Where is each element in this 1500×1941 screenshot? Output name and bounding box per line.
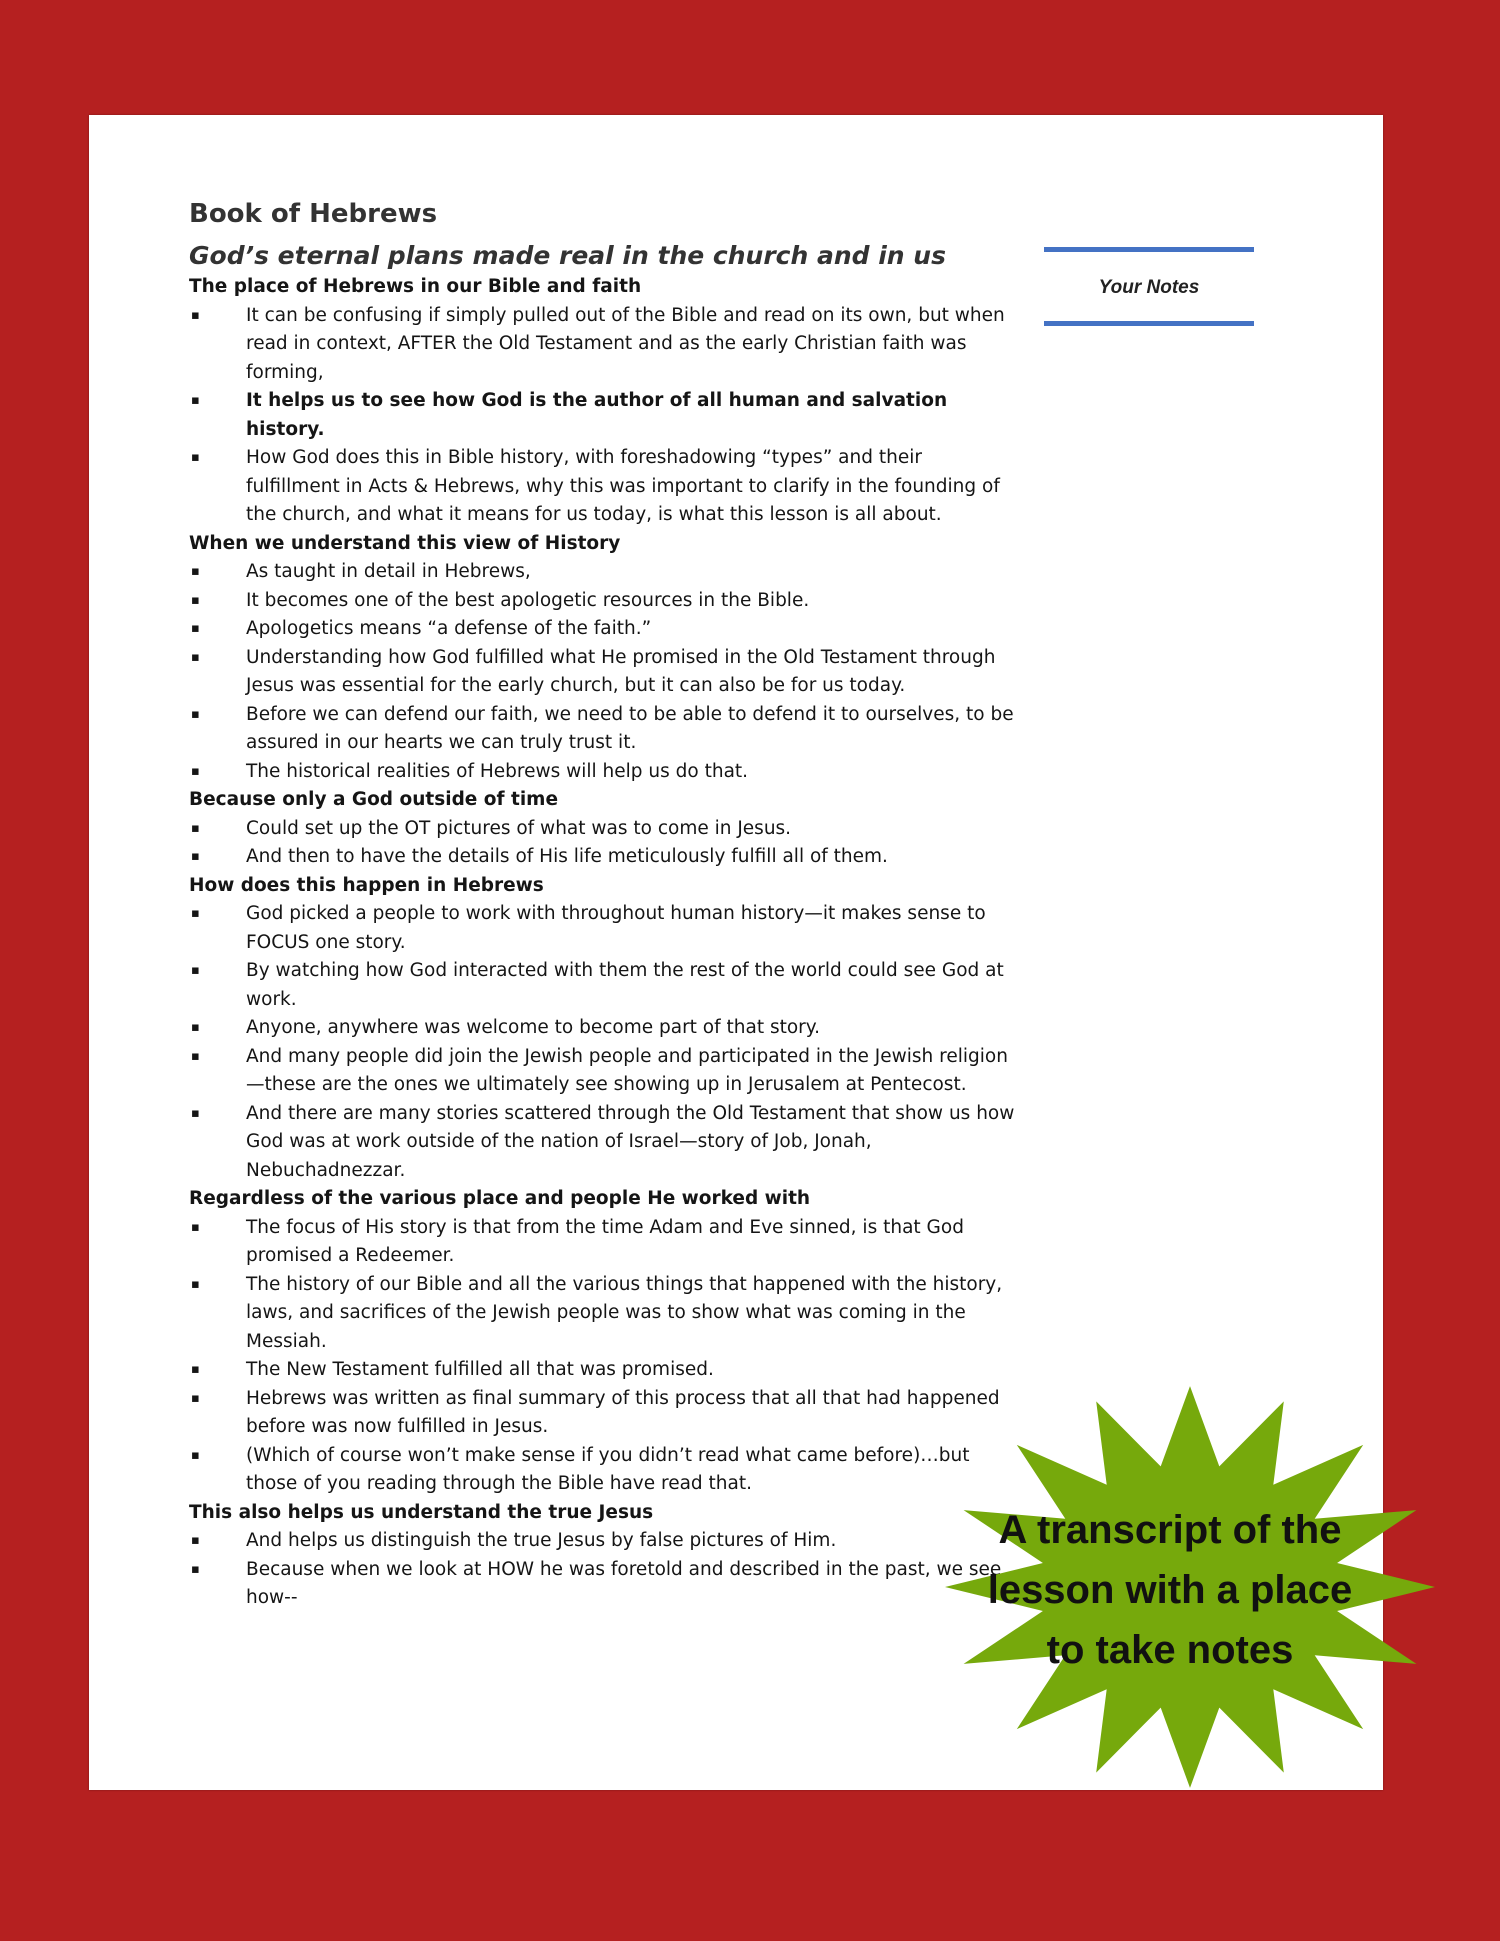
section-heading: Because only a God outside of time: [189, 789, 559, 810]
list-item: [189, 701, 1019, 758]
list-item: [189, 558, 1019, 587]
notes-header: [1044, 247, 1254, 327]
list-item-text: And then to have the details of His life meticulously fulfill all of them.: [246, 846, 888, 867]
bullet-icon: ▪: [191, 820, 200, 836]
list-item: [189, 957, 1019, 1014]
list-item: [189, 644, 1019, 701]
list-item-text: And many people did join the Jewish people and participated in the Jewish religion—these are the ones we ultimately see showing up in Jerusalem at Pentecost.: [246, 1045, 1008, 1095]
bullet-icon: ▪: [191, 1048, 200, 1064]
list-item: [189, 1043, 1019, 1100]
list-item: [189, 843, 1019, 872]
list-item-text: The New Testament fulfilled all that was promised.: [246, 1359, 714, 1380]
list-item-text: The history of our Bible and all the various things that happened with the history, laws, and sacrifices of the Jewish people was to show what was coming in the Messiah.: [246, 1273, 1003, 1352]
notes-label: Your Notes: [1098, 277, 1200, 298]
list-item-text: Because when we look at HOW he was foretold and described in the past, we see how--: [246, 1558, 1002, 1608]
callout-text: [945, 1500, 1395, 1680]
list-item-text: The focus of His story is that from the time Adam and Eve sinned, is that God promised a Redeemer.: [246, 1216, 964, 1266]
list-item-text: It helps us to see how God is the author of all human and salvation history.: [246, 390, 948, 440]
notes-rule-top: [1044, 247, 1254, 252]
bullet-icon: ▪: [191, 393, 200, 408]
bullet-list: [189, 815, 1019, 872]
list-item-text: (Which of course won’t make sense if you didn’t read what came before)…but those of you reading through the Bible have read that.: [246, 1444, 970, 1494]
list-item: [189, 1100, 1019, 1186]
list-item-text: And there are many stories scattered through the Old Testament that show us how God was at work outside of the nation of Israel—story of Job, Jonah, Nebuchadnezzar.: [246, 1102, 1015, 1181]
list-item-text: And helps us distinguish the true Jesus by false pictures of Him.: [246, 1530, 837, 1551]
callout-line: A transcript of the: [998, 1508, 1342, 1552]
list-item: [189, 1385, 1019, 1442]
list-item-text: How God does this in Bible history, with foreshadowing “types” and their fulfillment in Acts & Hebrews, why this was important to clarify in the founding of the church, and what it means for us today, is what this lesson is all about.: [246, 447, 1000, 525]
list-item: [189, 1356, 1019, 1385]
list-item-text: As taught in detail in Hebrews,: [246, 561, 531, 582]
list-item-text: Anyone, anywhere was welcome to become part of that story.: [246, 1017, 820, 1038]
bullet-icon: ▪: [191, 906, 200, 921]
document-subtitle: God’s eternal plans made real in the church and in us: [189, 241, 946, 270]
bullet-icon: ▪: [191, 706, 200, 722]
bullet-icon: ▪: [191, 1276, 200, 1292]
list-item: [189, 815, 1019, 844]
bullet-icon: ▪: [191, 592, 200, 608]
bullet-icon: ▪: [191, 763, 200, 779]
bullet-icon: ▪: [191, 450, 200, 465]
list-item: [189, 758, 1019, 787]
bullet-icon: ▪: [191, 1447, 200, 1463]
bullet-icon: ▪: [191, 1219, 200, 1235]
list-item-text: Apologetics means “a defense of the faith.”: [246, 618, 652, 639]
callout-line: lesson with a place: [987, 1568, 1353, 1612]
list-item: [189, 387, 1019, 444]
list-item: [189, 900, 1019, 957]
bullet-icon: ▪: [191, 1533, 200, 1548]
bullet-icon: ▪: [191, 1362, 200, 1377]
notes-rule-bottom: [1044, 321, 1254, 326]
bullet-icon: ▪: [191, 307, 200, 323]
bullet-icon: ▪: [191, 1390, 200, 1406]
list-item: [189, 1214, 1019, 1271]
list-item: [189, 587, 1019, 616]
list-item: [189, 1527, 1019, 1556]
list-item-text: It becomes one of the best apologetic resources in the Bible.: [246, 589, 810, 611]
document-body: [189, 197, 1019, 1613]
bullet-list: [189, 302, 1019, 530]
list-item: [189, 1442, 1019, 1499]
list-item-text: Before we can defend our faith, we need to be able to defend it to ourselves, to be assured in our hearts we can truly trust it.: [246, 703, 1014, 753]
bullet-icon: ▪: [191, 649, 200, 665]
list-item-text: Hebrews was written as final summary of this process that all that had happened before was now fulfilled in Jesus.: [246, 1387, 1000, 1437]
document-title: Book of Hebrews: [189, 199, 438, 229]
list-item: [189, 444, 1019, 530]
section-heading: The place of Hebrews in our Bible and faith: [189, 276, 642, 297]
list-item-text: God picked a people to work with throughout human history—it makes sense to FOCUS one story.: [246, 903, 986, 953]
bullet-icon: ▪: [191, 1020, 200, 1035]
bullet-icon: ▪: [191, 963, 200, 978]
list-item-text: By watching how God interacted with them the rest of the world could see God at work.: [246, 960, 1004, 1010]
bullet-list: [189, 1527, 1019, 1613]
list-item: [189, 1556, 1019, 1613]
bullet-list: [189, 1214, 1019, 1499]
bullet-icon: ▪: [191, 849, 200, 864]
list-item: [189, 1271, 1019, 1357]
section-heading: This also helps us understand the true Jesus: [189, 1501, 654, 1523]
list-item-text: It can be confusing if simply pulled out of the Bible and read on its own, but when read in context, AFTER the Old Testament and as the early Christian faith was forming,: [246, 304, 1005, 383]
list-item: [189, 615, 1019, 644]
bullet-list: [189, 558, 1019, 786]
callout-line: to take notes: [1046, 1628, 1294, 1672]
bullet-list: [189, 900, 1019, 1185]
list-item-text: Understanding how God fulfilled what He promised in the Old Testament through Jesus was essential for the early church, but it can also be for us today.: [246, 646, 996, 696]
bullet-icon: ▪: [191, 1105, 200, 1121]
section-heading: How does this happen in Hebrews: [189, 874, 544, 896]
bullet-icon: ▪: [191, 621, 200, 636]
bullet-icon: ▪: [191, 564, 200, 579]
section-heading: Regardless of the various place and people He worked with: [189, 1188, 811, 1209]
list-item-text: Could set up the OT pictures of what was to come in Jesus.: [246, 817, 792, 839]
bullet-icon: ▪: [191, 1561, 200, 1577]
list-item: [189, 302, 1019, 388]
document-sections: [189, 273, 1019, 1613]
list-item: [189, 1014, 1019, 1043]
section-heading: When we understand this view of History: [189, 532, 621, 554]
list-item-text: The historical realities of Hebrews will help us do that.: [246, 760, 749, 782]
